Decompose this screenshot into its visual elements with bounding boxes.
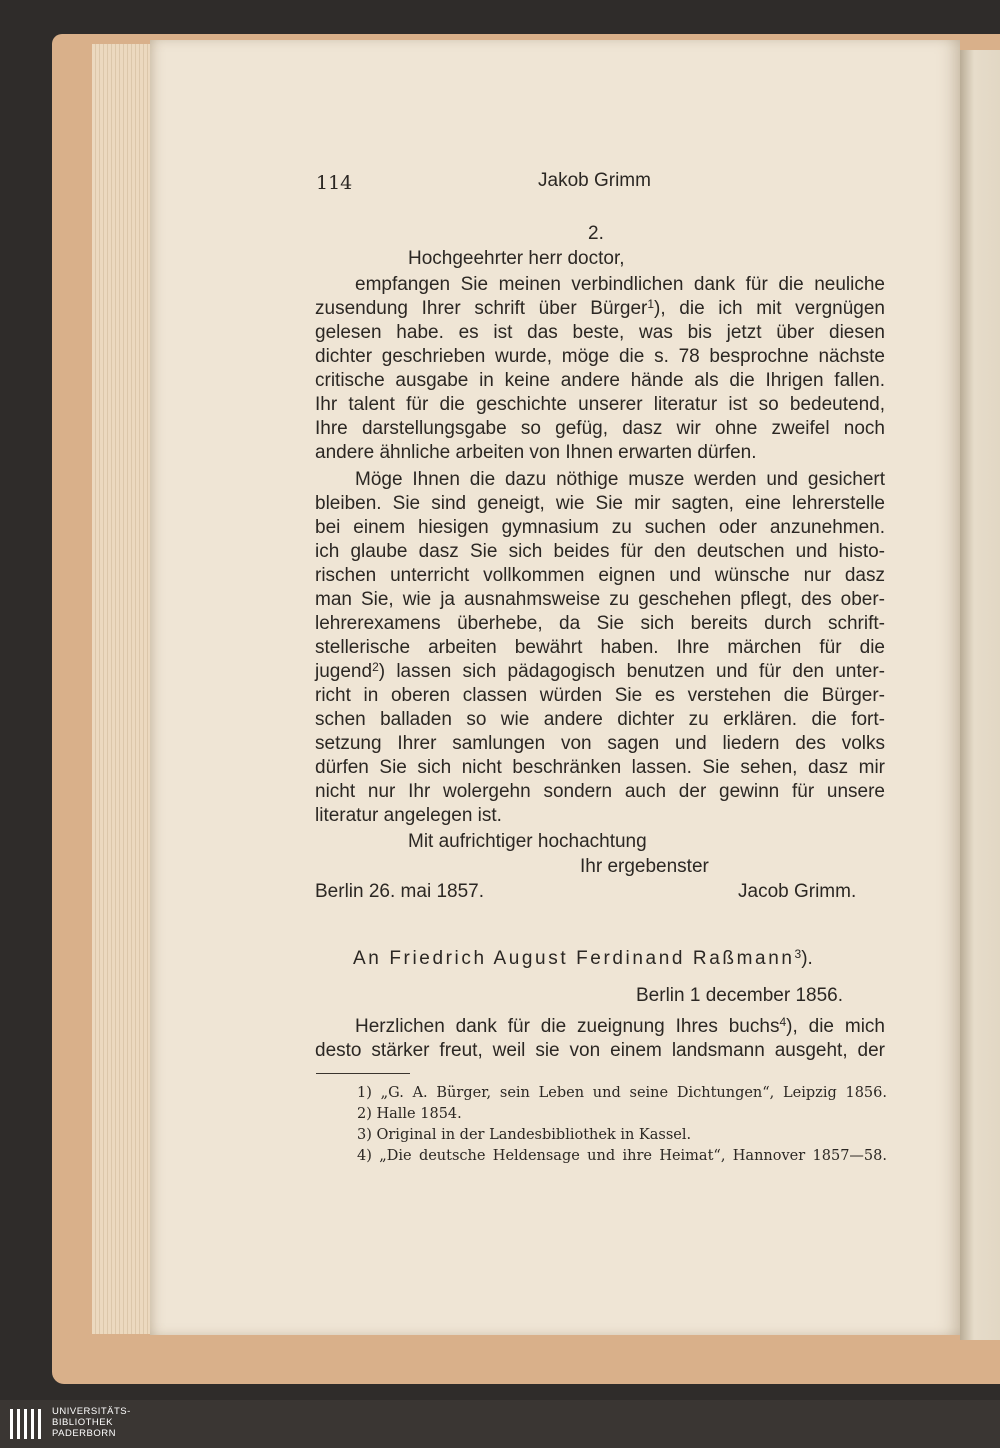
text-line (315, 660, 885, 684)
text-line: richt in oberen classen würden Sie es verstehen die Bürger- (315, 685, 885, 706)
text-span: zusendung Ihrer schrift über Bürger (315, 298, 648, 319)
text-line: empfangen Sie meinen verbindlichen dank für die neuliche (355, 274, 885, 295)
text-line: man Sie, wie ja ausnahmsweise zu geschehen pflegt, des ober- (315, 589, 885, 610)
salutation: Hochgeehrter herr doctor, (408, 248, 625, 269)
letter-number: 2. (588, 223, 604, 244)
library-banner (0, 1400, 1000, 1448)
library-name-line: UNIVERSITÄTS- (52, 1406, 131, 1417)
signature: Jacob Grimm. (738, 881, 857, 902)
text-span: ), die mich (786, 1016, 885, 1037)
library-name-line: PADERBORN (52, 1428, 116, 1439)
ub-paderborn-logo-icon (8, 1407, 44, 1443)
book-page (150, 40, 960, 1335)
text-span: ), die ich mit vergnügen (654, 298, 885, 319)
heading-text: An Friedrich August Ferdinand Raßmann (353, 948, 795, 969)
text-span: Herzlichen dank für die zueignung Ihres buchs (355, 1016, 780, 1037)
text-line (355, 1015, 885, 1039)
text-line: critische ausgabe in keine andere hände als die Ihrigen fallen. (315, 370, 885, 391)
footnote: 1) „G. A. Bürger, sein Leben und seine Dichtungen“, Leipzig 1856. (357, 1085, 887, 1101)
footnote-ref: 4 (779, 1015, 787, 1029)
text-line: Ihre darstellungsgabe so gefüg, dasz wir ohne zweifel noch (315, 418, 885, 439)
footnote: 3) Original in der Landesbibliothek in Kassel. (357, 1127, 692, 1143)
text-line: Möge Ihnen die dazu nöthige musze werden und gesichert (355, 469, 885, 490)
text-span: ) lassen sich pädagogisch benutzen und für den unter- (378, 661, 885, 682)
text-line: literatur angelegen ist. (315, 805, 502, 826)
text-line: desto stärker freut, weil sie von einem landsmann ausgeht, der (315, 1040, 885, 1061)
text-line: dichter geschrieben wurde, möge die s. 78 besprochne nächste (315, 346, 885, 367)
text-line: stellerische arbeiten bewährt haben. Ihre märchen für die (315, 637, 885, 658)
text-line: nicht nur Ihr wolergehn sondern auch der gewinn für unsere (315, 781, 885, 802)
closing-2: Ihr ergebenster (580, 856, 709, 877)
text-span: jugend (315, 661, 373, 682)
text-line: andere ähnliche arbeiten von Ihnen erwarten dürfen. (315, 442, 757, 463)
footnote-ref: 1 (647, 297, 655, 311)
text-line: bleiben. Sie sind geneigt, wie Sie mir sagten, eine lehrerstelle (315, 493, 885, 514)
heading-end: ). (801, 948, 813, 969)
library-name (52, 1406, 131, 1439)
text-line: bei einem hiesigen gymnasium zu suchen oder anzunehmen. (315, 517, 885, 538)
text-line: rischen unterricht vollkommen eignen und wünsche nur dasz (315, 565, 885, 586)
text-line: gelesen habe. es ist das beste, was bis jetzt über diesen (315, 322, 885, 343)
footnote-ref: 3 (794, 947, 802, 961)
facing-page-edge (960, 50, 1000, 1340)
text-line: Ihr talent für die geschichte unserer literatur ist so bedeutend, (315, 394, 885, 415)
running-title: Jakob Grimm (538, 170, 651, 191)
footnote: 2) Halle 1854. (357, 1106, 462, 1122)
text-line: ich glaube dasz Sie sich beides für den deutschen und histo- (315, 541, 885, 562)
library-name-line: BIBLIOTHEK (52, 1417, 113, 1428)
text-line: lehrerexamens überhebe, da Sie sich bereits durch schrift- (315, 613, 885, 634)
page-number: 114 (316, 172, 353, 194)
text-line (315, 297, 885, 321)
text-line: schen balladen so wie andere dichter zu erklären. die fort- (315, 709, 885, 730)
letter-heading (353, 948, 813, 970)
text-line: dürfen Sie sich nicht beschränken lassen. Sie sehen, dasz mir (315, 757, 885, 778)
place-date: Berlin 1 december 1856. (636, 985, 844, 1006)
footnote: 4) „Die deutsche Heldensage und ihre Heimat“, Hannover 1857—58. (357, 1148, 887, 1164)
footnote-ref: 2 (372, 660, 379, 674)
place-date: Berlin 26. mai 1857. (315, 881, 484, 902)
closing: Mit aufrichtiger hochachtung (408, 831, 647, 852)
footnote-rule (316, 1073, 410, 1074)
text-line: setzung Ihrer samlungen von sagen und liedern des volks (315, 733, 885, 754)
